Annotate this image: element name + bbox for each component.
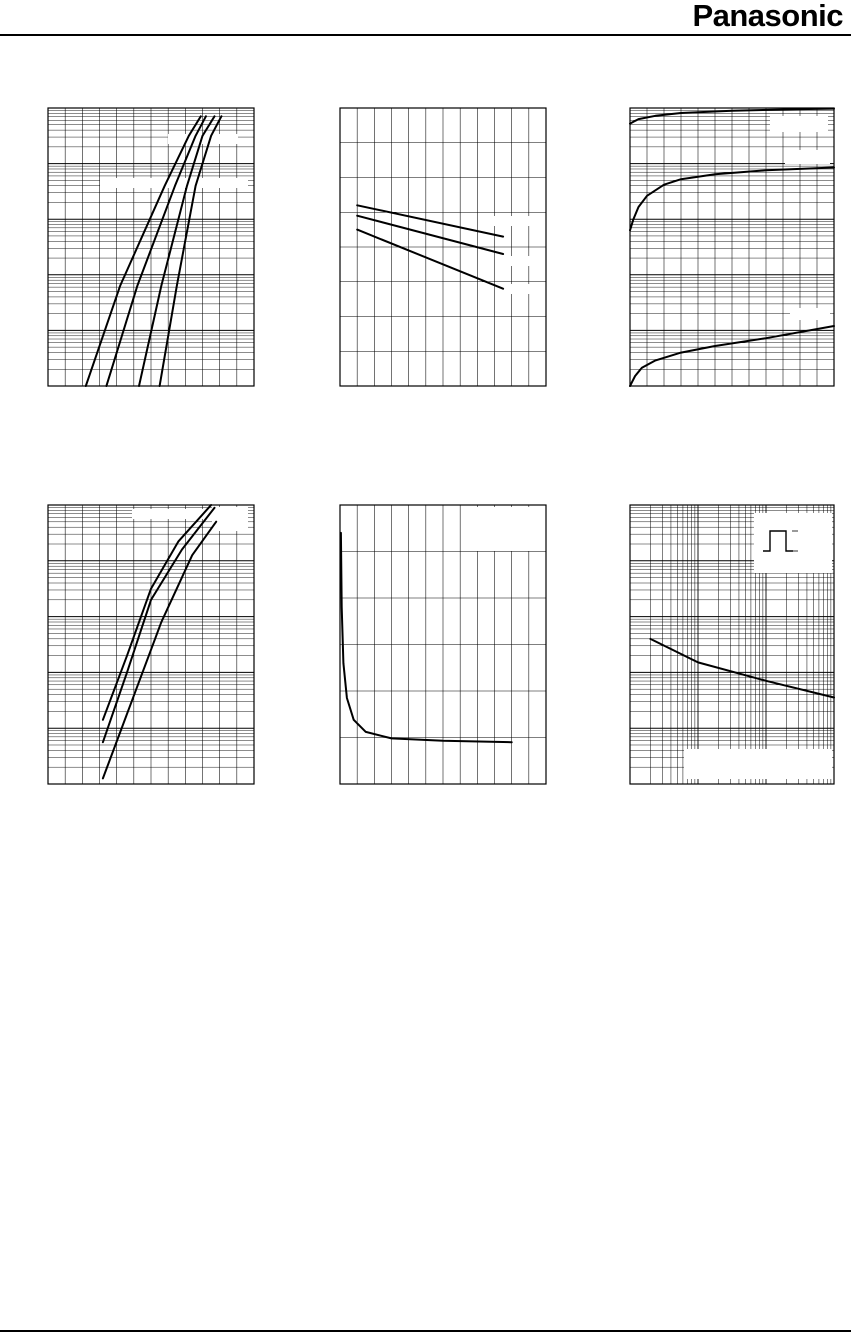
legend-box [785,150,830,164]
legend-box [490,216,530,226]
chart-5 [340,505,546,784]
chart-4 [48,505,254,784]
legend-box [770,116,828,132]
series-line-3 [103,522,216,779]
series-line-1 [341,533,512,742]
chart-6 [630,505,834,784]
series-line-1 [103,505,211,720]
legend-box [212,507,248,531]
chart-2 [340,108,546,386]
legend-box [500,256,540,266]
chart-grid [48,505,254,784]
legend-box [754,513,832,573]
footer-rule [0,1330,851,1332]
legend-box [790,308,830,320]
legend-box [476,507,542,551]
header-rule [0,34,851,36]
chart-3 [630,108,834,386]
series-line-3 [357,230,503,289]
series-line-2 [106,116,205,386]
series-line-2 [103,508,215,742]
chart-grid [340,108,546,386]
chart-1 [48,108,254,386]
series-line-1 [650,639,834,698]
legend-box [500,284,540,294]
series-line-4 [160,116,222,386]
legend-box [684,749,832,779]
brand-logo: Panasonic [692,0,843,33]
